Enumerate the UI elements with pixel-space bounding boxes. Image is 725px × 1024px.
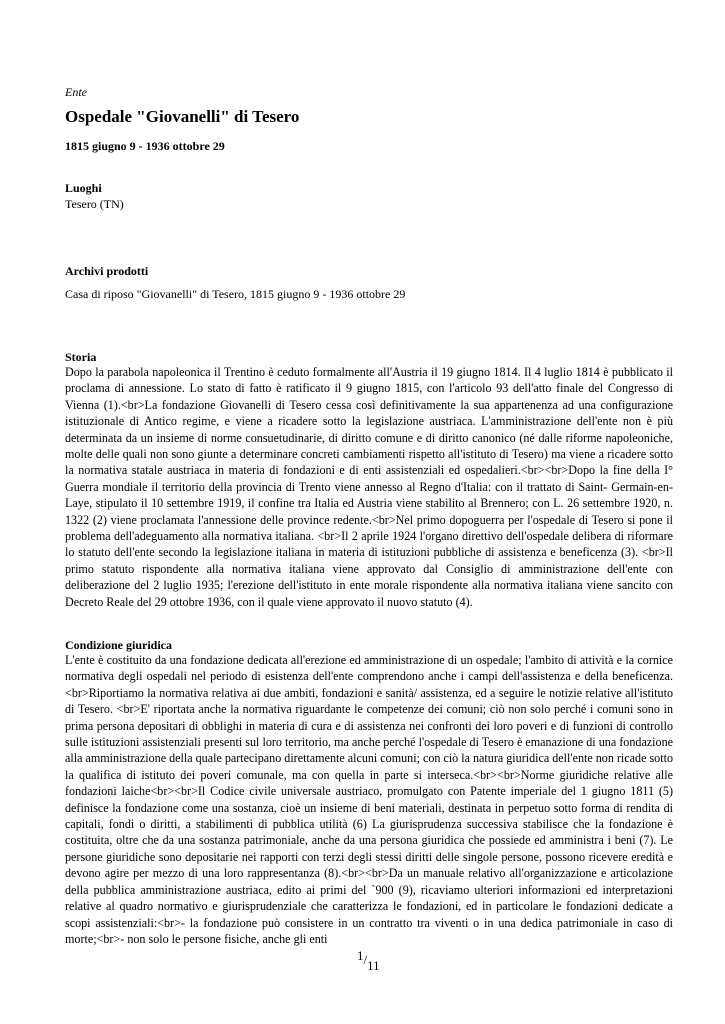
archivi-value: Casa di riposo "Giovanelli" di Tesero, 1815 giugno 9 - 1936 ottobre 29	[65, 287, 406, 301]
page-number-separator: /	[363, 952, 368, 967]
archivi-heading: Archivi prodotti	[65, 264, 149, 278]
page-number	[357, 948, 380, 973]
record-type-label: Ente	[65, 85, 87, 99]
page-number-current: 1	[357, 948, 364, 963]
record-title: Ospedale "Giovanelli" di Tesero	[65, 107, 300, 126]
condizione-heading: Condizione giuridica	[65, 638, 173, 652]
page-number-total: 11	[367, 958, 380, 973]
storia-text: Dopo la parabola napoleonica il Trentino è ceduto formalmente all'Austria il 19 giugno 1814. Il 4 luglio 1814 è pubblicato il proclama di annessione. Lo stato di fatto è ratificato il 9 giugno 1815, con l'articolo 93 dell'atto finale del Congresso di Vienna (1).<br>La fondazione Giovanelli di Tesero cessa così definitivamente la sua appartenenza ad una configurazione istituzionale di Antico regime, e viene a ricadere sotto la legislazione austriaca. L'amministrazione dell'ente non è più determinata da un insieme di norme consuetudinarie, di diritto comune e di diritto canonico (né dalle riforme napoleoniche, molte delle quali non sono giunte a determinare concreti cambiamenti rispetto all'istituto di Tesero) ma viene a ricadere sotto la normativa statale austriaca in materia di fondazioni e di enti assistenziali ed ospedalieri.<br><br>Dopo la fine della I° Guerra mondiale il territorio della provincia di Trento viene annesso al Regno d'Italia: con il trattato di Saint- Germain-en- Laye, stipulato il 10 settembre 1919, il confine tra Italia ed Austria viene stabilito al Brennero; con L. 26 settembre 1920, n. 1322 (2) viene proclamata l'annessione delle province redente.<br>Nel primo dopoguerra per l'ospedale di Tesero si pone il problema dell'adeguamento alla normativa italiana. <br>Il 2 aprile 1924 l'organo direttivo dell'ospedale delibera di riformare lo statuto dell'ente secondo la legislazione italiana in materia di istituzioni pubbliche di assistenza e beneficenza (3). <br>Il primo statuto rispondente alla normativa italiana viene approvato dal Consiglio di amministrazione dell'ente con deliberazione del 2 luglio 1935; l'erezione dell'istituto in ente morale rispondente alla normativa italiana viene sancito con Decreto Reale del 29 ottobre 1936, con il quale viene approvato il nuovo statuto (4).	[65, 365, 673, 609]
record-dates: 1815 giugno 9 - 1936 ottobre 29	[65, 139, 225, 153]
luoghi-value: Tesero (TN)	[65, 197, 124, 211]
luoghi-heading: Luoghi	[65, 181, 102, 195]
storia-heading: Storia	[65, 350, 97, 364]
condizione-text: L'ente è costituito da una fondazione dedicata all'erezione ed amministrazione di un ospedale; l'ambito di attività e la cornice normativa degli ospedali nel periodo di esistenza dell'ente comprendono anche i campi dell'assistenza e della beneficenza. <br>Riportiamo la normativa relativa ai due ambiti, fondazioni e sanità/ assistenza, ed a seguire le notizie relative all'istituto di Tesero. <br>E' riportata anche la normativa riguardante le competenze dei comuni; ciò non solo perché i comuni sono in prima persona depositari di obblighi in materia di cura e di assistenza nei confronti dei loro poveri e di funzioni di controllo sulle istituzioni assistenziali presenti sul loro territorio, ma anche perché l'ospedale di Tesero è emanazione di una fondazione alla amministrazione della quale partecipano direttamente alcuni comuni; con ciò la natura giuridica dell'ente non ricade sotto la qualifica di istituto dei poveri comunale, ma con quella in parte si interseca.<br><br>Norme giuridiche relative alle fondazioni laiche<br><br>Il Codice civile universale austriaco, promulgato con Patente imperiale del 1 giugno 1811 (5) definisce la fondazione come una sostanza, cioè un insieme di beni materiali, destinata in perpetuo sotto forma di rendita di capitali, fondi o diritti, a stabilimenti di pubblica utilità (6) La giurisprudenza successiva stabilisce che la fondazione è costituita, oltre che da una sostanza patrimoniale, anche da una persona giuridica che possiede ed amministra i beni (7). Le persone giuridiche sono depositarie nei rapporti con terzi degli stessi diritti delle singole persone, possono ricevere eredità e devono agire per mezzo di una loro rappresentanza (8).<br><br>Da un manuale relativo all'organizzazione e articolazione della pubblica amministrazione austriaca, edito ai primi del `900 (9), ricaviamo ulteriori informazioni ed interpretazioni relative al quadro normativo e giurisprudenziale che caratterizza le fondazioni, ed in particolare le fondazioni dedicate a scopi assistenziali:<br>- la fondazione può consistere in un contratto tra viventi o in una dedica patrimoniale in caso di morte;<br>- non solo le persone fisiche, anche gli enti	[65, 653, 673, 946]
document-page	[65, 0, 673, 1024]
